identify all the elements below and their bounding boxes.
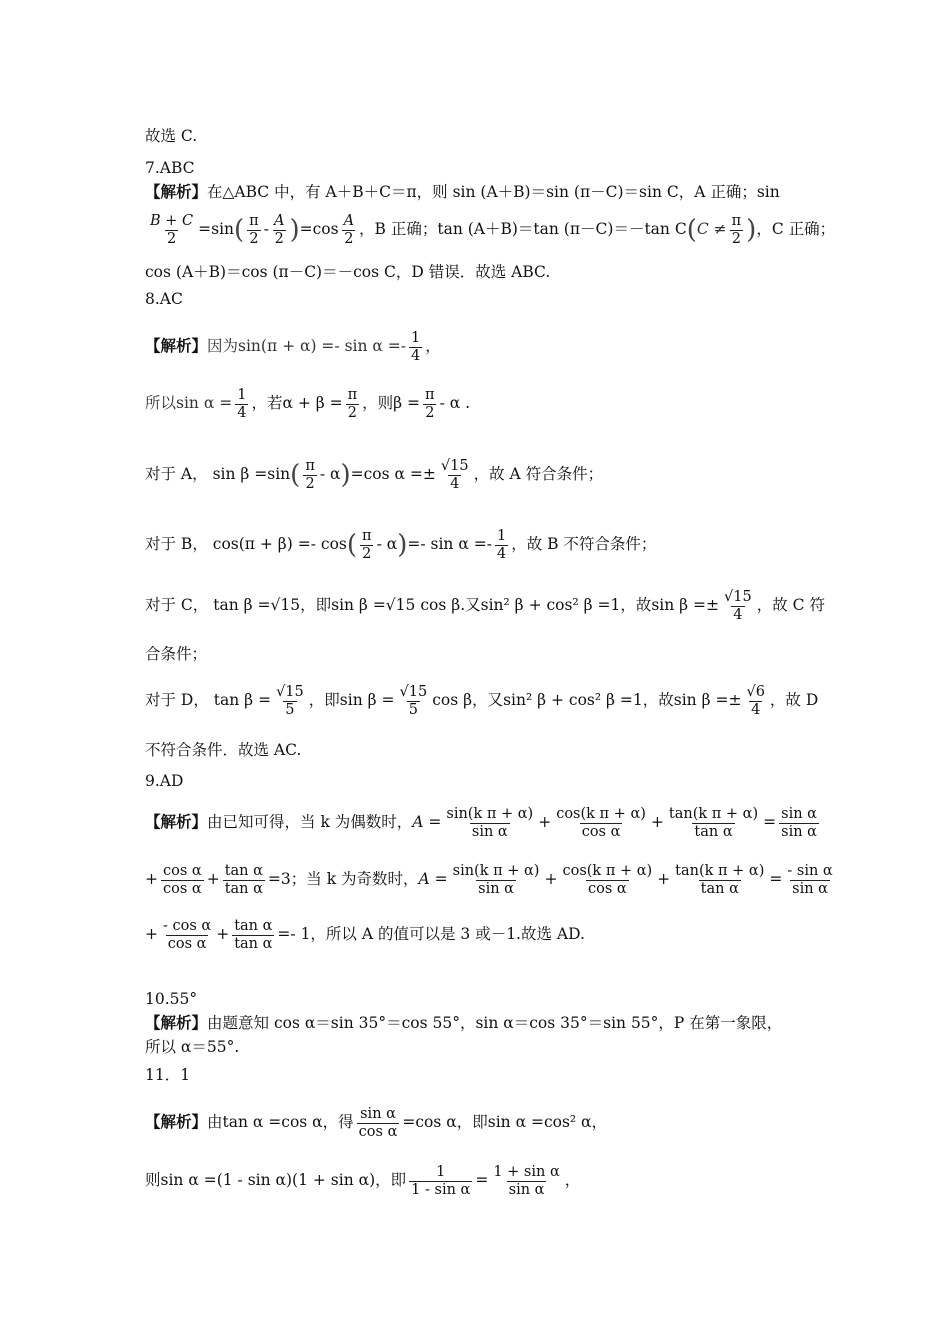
- text-q11-b3: ，即: [375, 1171, 407, 1189]
- fraction: [560, 863, 654, 898]
- q7-text-c: ，C 正确；: [756, 220, 836, 238]
- q7-frac-pi: [247, 213, 261, 248]
- text-q10-a: 由题意知 cos α＝sin 35°＝cos 55°，sin α＝cos 35°＝sin 55°，P 在第一象限，: [207, 1014, 783, 1032]
- text-q11-b7: 1 + sin α: [493, 1163, 560, 1180]
- text-q8-a4: ，: [425, 337, 441, 355]
- text-q11-a5: cos α: [358, 1123, 398, 1140]
- text-q8-g14: √6: [746, 683, 765, 700]
- text-q8-e5: .又: [460, 596, 481, 614]
- text-q8-b10: - α .: [439, 394, 471, 412]
- text-q11-a2: tan α =cos α: [222, 1113, 323, 1131]
- text-q7-b6: A: [273, 212, 285, 229]
- text-q8-b6: 2: [347, 404, 357, 421]
- text-q9-d2: cos α: [167, 935, 207, 952]
- q9-line-3: + $\frac{\text{- cos α}}{\text{cos α}}$ + $\frac{\text{tan α}}{\text{tan α}}$ =- 1，所以 A 的值可以是 3 或－1.故选 AD.: [145, 917, 585, 952]
- text-q11-b8: sin α: [508, 1181, 545, 1198]
- q8-frac-1: [409, 330, 422, 365]
- text-q9-b1: cos α: [163, 862, 202, 879]
- text-q11-b6: =: [475, 1171, 489, 1189]
- text-q8-e3: ，即: [300, 596, 332, 614]
- text-q11-a7: ，即: [456, 1113, 488, 1131]
- text-q7-b14: 2: [731, 230, 741, 247]
- text-q8-c8: 4: [450, 475, 460, 492]
- text-q7-b13: π: [731, 212, 742, 229]
- q7-text-b: ，B 正确；tan (A＋B)＝tan (π－C)＝－tan C: [359, 220, 687, 238]
- text-q8-b8: π: [425, 386, 435, 403]
- q7-tag: 【解析】: [145, 182, 208, 201]
- text-q7-b4: π: [249, 212, 259, 229]
- text-q11-a9: ，: [591, 1113, 608, 1131]
- q7-line-2: $\frac{B + C}{2}$ =sin( $\frac{\pi}{2}$ - $\frac{A}{2}$ )=cos $\frac{A}{2}$ ，B 正确；tan (A＋B)＝tan (π－C)＝－tan C(C ≠ $\frac{\pi}{2}$ )，C 正确；: [150, 212, 836, 247]
- text-q9-b3: tan α: [224, 862, 263, 879]
- fraction: [451, 863, 542, 898]
- text-q9-a1: 由已知可得，当 k 为偶数时，: [207, 813, 413, 831]
- text-q8-e9: √15: [724, 588, 752, 605]
- fraction: [397, 684, 429, 719]
- fraction: [785, 863, 834, 898]
- text-q8-d3: π: [362, 527, 372, 544]
- fraction: [444, 806, 535, 841]
- q10-line-2: 所以 α＝55°.: [145, 1038, 240, 1056]
- text-q8-e11: ，故 C 符: [756, 596, 825, 614]
- text-q8-d8: 4: [496, 545, 507, 562]
- text-q8-g13: sin β =±: [673, 691, 742, 709]
- text-q11-b5: 1 - sin α: [411, 1181, 471, 1198]
- q8-line-4: [145, 522, 810, 567]
- parenthesis: ): [397, 530, 408, 560]
- text-q8-g2: tan β =: [213, 691, 272, 709]
- text-q11-a3: ，得: [322, 1113, 354, 1131]
- text-q9-t1: tan(k π + α): [675, 862, 765, 879]
- text-q8-b2: 1: [237, 386, 247, 403]
- text-q8-c4: 2: [305, 475, 315, 492]
- parenthesis: ): [746, 215, 757, 245]
- text-q8-b3: 4: [237, 404, 247, 421]
- text-q9-s2: sin α: [471, 823, 508, 840]
- text-q8-c7: √15: [440, 457, 469, 474]
- q7-frac-a2: [342, 213, 356, 248]
- q7-cos: =cos: [299, 220, 339, 238]
- text-q8-c9: ，故 A 符合条件；: [473, 465, 604, 483]
- q8-line-7: [145, 678, 819, 722]
- text-q7-b5: 2: [249, 230, 259, 247]
- q8-line-3: [145, 452, 810, 497]
- text-q8-e1: 对于 C，: [145, 596, 209, 614]
- text-q8-g6: sin β =: [339, 691, 395, 709]
- parenthesis: ): [340, 460, 351, 490]
- text-q9-c2: cos α: [581, 823, 621, 840]
- text-q11-a1: 由: [207, 1113, 223, 1131]
- text-q8-d7: 1: [496, 527, 507, 544]
- q11-line-1: [145, 1100, 810, 1144]
- q8-number: 8.AC: [145, 290, 183, 308]
- text-q8-d2: cos(π + β) =- cos: [212, 535, 347, 553]
- q11-line-2: [145, 1158, 810, 1202]
- text-q8-g3: √15: [276, 683, 304, 700]
- fraction: [235, 387, 248, 422]
- fraction: [357, 1106, 400, 1141]
- text-q9-b5: =3；当 k 为奇数时，: [267, 870, 419, 888]
- text-q8-e4: sin β =√15 cos β: [331, 596, 461, 614]
- q7-sin: =sin: [198, 220, 235, 238]
- fraction: [722, 589, 754, 624]
- q7-frac-bc: [148, 213, 195, 248]
- text-q7-b1: B + C: [150, 212, 194, 229]
- q8-line-2: [145, 383, 810, 423]
- text-q8-e6: sin² β + cos² β =1: [480, 596, 621, 614]
- text-q8-d6: =- sin α =-: [407, 535, 492, 553]
- text-q8-c5: - α: [319, 465, 341, 483]
- q7-line-1: [145, 181, 810, 203]
- text-q8-g15: 4: [751, 701, 761, 718]
- fraction: [673, 863, 766, 898]
- q11-number: 11．1: [145, 1066, 191, 1084]
- text-q8-d4: 2: [362, 545, 372, 562]
- text-q7-b2: 2: [166, 230, 177, 247]
- text-q9-r1: - sin α: [787, 862, 833, 879]
- fraction: [491, 1164, 561, 1199]
- text-q8-g11: sin² β + cos² β =1: [503, 691, 643, 709]
- text-q8-g10: ，又: [472, 691, 504, 709]
- fraction: [423, 387, 437, 422]
- q10-number: 10.55°: [145, 990, 198, 1008]
- text-q11-b4: 1: [436, 1163, 446, 1180]
- text-q8-b4: ，若α + β =: [251, 394, 343, 412]
- q8-line-6: 合条件；: [145, 645, 208, 663]
- q8-a1: 因为sin(π + α) =- sin α =-: [207, 337, 407, 355]
- text-q11-a4: sin α: [360, 1105, 396, 1122]
- fraction: [439, 458, 471, 493]
- text-q8-c6: =cos α =±: [350, 465, 436, 483]
- q7-frac-a: [272, 213, 286, 248]
- text-q9-c1: cos(k π + α): [556, 805, 646, 822]
- text-q9-c2: cos α: [587, 880, 627, 897]
- text-q8-g4: 5: [285, 701, 295, 718]
- q7-cond: C ≠: [696, 220, 727, 238]
- parenthesis: (: [686, 215, 697, 245]
- text-q7-b10: 2: [344, 230, 354, 247]
- text-q9-e1: sin α: [781, 805, 817, 822]
- parenthesis: (: [290, 460, 301, 490]
- text-q11-a8: sin α =cos² α: [487, 1113, 592, 1131]
- q7-number: 7.ABC: [145, 159, 195, 177]
- text-q8-e2: tan β =√15: [213, 596, 301, 614]
- text-q9-t2: tan α: [694, 823, 733, 840]
- fraction: [303, 458, 317, 493]
- text-q11-a6: =cos α: [402, 1113, 457, 1131]
- q8-line-8: 不符合条件．故选 AC.: [145, 741, 302, 759]
- text-q9-d5: =- 1，所以 A 的值可以是 3 或－1.故选 AD.: [277, 925, 585, 943]
- text-q8-c2: sin β =sin: [212, 465, 291, 483]
- text-q8-b5: π: [347, 386, 358, 403]
- text-q9-t1: tan(k π + α): [668, 805, 759, 822]
- text-q8-e8: sin β =±: [651, 596, 720, 614]
- fraction: [223, 863, 265, 898]
- text-q8-g5: ，即: [308, 691, 340, 709]
- text-q8-a2: 1: [411, 329, 421, 346]
- text-q9-e2: sin α: [781, 823, 817, 840]
- text-q8-g1: 对于 D，: [145, 691, 209, 709]
- text-q8-d5: - α: [376, 535, 398, 553]
- text-q8-b9: 2: [425, 404, 435, 421]
- text-q10-tag: 【解析】: [145, 1013, 208, 1032]
- fraction: [779, 806, 819, 841]
- q10-line-1: [145, 1012, 810, 1034]
- text-q11-b2: sin α =(1 - sin α)(1 + sin α): [160, 1171, 376, 1189]
- q8-b1: 所以sin α =: [145, 394, 233, 412]
- q9-line-2: + $\frac{\text{cos α}}{\text{cos α}}$ + $\frac{\text{tan α}}{\text{tan α}}$ =3；当 k 为奇数时，A = $\frac{\text{sin(k π + α)}}{\text{sin α}}$ + $\frac{\text{cos(k π + α)}}{\text{cos α}}$ + $\frac{\text{tan(k π + α)}}{\text{tan α}}$ = $\frac{\text{- sin α}}{\text{sin α}}$: [145, 862, 833, 897]
- q7-frac-pi2: [730, 213, 744, 248]
- parenthesis: (: [234, 215, 245, 245]
- text-q8-b7: ，则β =: [362, 394, 421, 412]
- fraction: [161, 918, 213, 953]
- text-q8-d1: 对于 B，: [145, 535, 208, 553]
- text-q9-d4: tan α: [234, 935, 273, 952]
- conclusion-line: 故选 C.: [145, 127, 198, 145]
- text-q8-d9: ，故 B 不符合条件；: [511, 535, 657, 553]
- text-q8-e10: 4: [733, 606, 743, 623]
- text-q9-r2: sin α: [792, 880, 828, 897]
- q9-line-1: 【解析】由已知可得，当 k 为偶数时，A = $\frac{\text{sin(k π + α)}}{\text{sin α}}$ + $\frac{\text{cos(k π + α)}}{\text{cos α}}$ + $\frac{\text{tan(k π + α)}}{\text{tan α}}$ = $\frac{\text{sin α}}{\text{sin α}}$: [145, 805, 817, 840]
- fraction: [161, 863, 204, 898]
- fraction: [232, 918, 274, 953]
- fraction: [346, 387, 360, 422]
- text-q7-b9: A: [343, 212, 355, 229]
- text-q9-tag: 【解析】: [145, 812, 208, 831]
- text-q8-g16: ，故 D: [769, 691, 819, 709]
- text-q8-a3: 4: [411, 347, 421, 364]
- q8-line-5: [145, 583, 825, 627]
- text-q9-d1: - cos α: [163, 917, 212, 934]
- text-q8-g12: ，故: [642, 691, 674, 709]
- text-q9-t2: tan α: [700, 880, 739, 897]
- text-q9-b6: A =: [418, 870, 448, 888]
- fraction: [360, 528, 374, 563]
- fraction: [409, 1164, 472, 1199]
- text-q9-s1: sin(k π + α): [452, 862, 540, 879]
- fraction: [667, 806, 760, 841]
- fraction: [744, 684, 766, 719]
- text-q9-s2: sin α: [478, 880, 514, 897]
- text-q9-s1: sin(k π + α): [446, 805, 534, 822]
- q8-tag: 【解析】: [145, 336, 208, 355]
- q7-text-a: 在△ABC 中，有 A＋B＋C＝π，则 sin (A＋B)＝sin (π－C)＝sin C，A 正确；sin: [207, 183, 780, 201]
- text-q8-g8: 5: [408, 701, 418, 718]
- text-q11-b1: 则: [145, 1171, 161, 1189]
- text-q9-b2: cos α: [163, 880, 202, 897]
- text-q11-tag: 【解析】: [145, 1112, 208, 1131]
- text-q7-b7: 2: [274, 230, 284, 247]
- q8-line-1: [145, 326, 810, 366]
- text-q8-c3: π: [305, 457, 315, 474]
- text-q11-b9: ，: [564, 1171, 581, 1189]
- text-q8-c1: 对于 A，: [145, 465, 208, 483]
- q7-line-3: cos (A＋B)＝cos (π－C)＝－cos C，D 错误．故选 ABC.: [145, 263, 551, 281]
- fraction: [495, 528, 508, 563]
- q9-number: 9.AD: [145, 772, 184, 790]
- text-q9-c1: cos(k π + α): [562, 862, 653, 879]
- text-q8-e7: ，故: [620, 596, 652, 614]
- fraction: [554, 806, 648, 841]
- text-q9-d3: tan α: [234, 917, 273, 934]
- fraction: [274, 684, 306, 719]
- text-q8-g9: cos β: [432, 691, 473, 709]
- text-q9-b4: tan α: [224, 880, 263, 897]
- parenthesis: (: [346, 530, 358, 560]
- text-q9-a2: A =: [412, 813, 442, 831]
- text-q8-g7: √15: [399, 683, 428, 700]
- parenthesis: ): [289, 215, 300, 245]
